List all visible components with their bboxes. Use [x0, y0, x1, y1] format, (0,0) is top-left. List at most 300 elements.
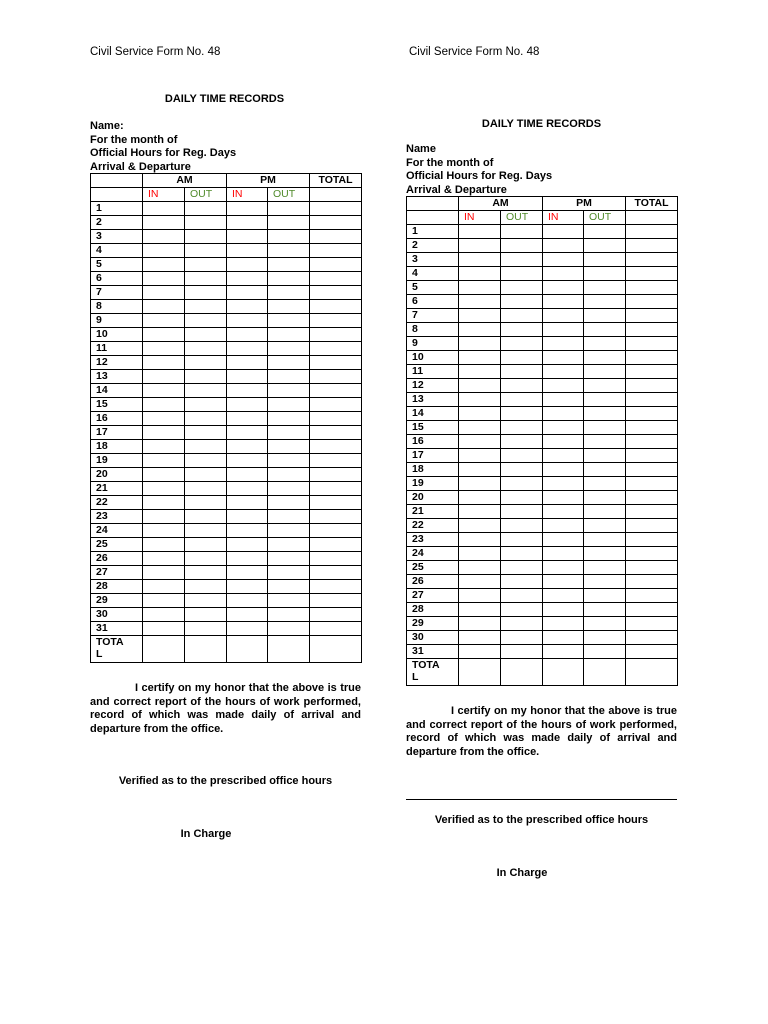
month-field[interactable]: For the month of — [90, 133, 178, 146]
am-out-cell[interactable] — [185, 426, 227, 440]
total-cell[interactable] — [626, 449, 678, 463]
pm-in-cell[interactable] — [543, 589, 584, 603]
pm-in-cell[interactable] — [227, 272, 268, 286]
total-cell[interactable] — [626, 617, 678, 631]
official-hours-field[interactable]: Official Hours for Reg. Days — [406, 170, 553, 183]
pm-out-cell[interactable] — [584, 351, 626, 365]
am-in-cell[interactable] — [143, 482, 185, 496]
am-in-cell[interactable] — [143, 328, 185, 342]
pm-in-cell[interactable] — [543, 631, 584, 645]
pm-out-cell[interactable] — [268, 286, 310, 300]
am-in-cell[interactable] — [143, 398, 185, 412]
am-out-cell[interactable] — [185, 286, 227, 300]
am-in-cell[interactable] — [459, 603, 501, 617]
total-cell[interactable] — [310, 300, 362, 314]
pm-in-cell[interactable] — [227, 552, 268, 566]
am-in-cell[interactable] — [459, 575, 501, 589]
total-cell[interactable] — [310, 328, 362, 342]
am-out-cell[interactable] — [185, 482, 227, 496]
pm-in-cell[interactable] — [543, 239, 584, 253]
pm-out-cell[interactable] — [584, 617, 626, 631]
total-cell[interactable] — [626, 547, 678, 561]
total-cell[interactable] — [310, 370, 362, 384]
total-cell[interactable] — [310, 286, 362, 300]
am-out-cell[interactable] — [185, 356, 227, 370]
pm-in-cell[interactable] — [543, 267, 584, 281]
am-out-cell[interactable] — [501, 491, 543, 505]
am-out-cell[interactable] — [185, 202, 227, 216]
am-in-cell[interactable] — [459, 477, 501, 491]
am-out-cell[interactable] — [501, 505, 543, 519]
am-in-cell[interactable] — [459, 463, 501, 477]
pm-out-cell[interactable] — [584, 393, 626, 407]
pm-in-cell[interactable] — [227, 496, 268, 510]
am-in-cell[interactable] — [459, 631, 501, 645]
total-cell[interactable] — [626, 393, 678, 407]
am-out-cell[interactable] — [185, 398, 227, 412]
total-cell[interactable] — [310, 272, 362, 286]
am-out-cell[interactable] — [185, 300, 227, 314]
am-in-cell[interactable] — [143, 244, 185, 258]
am-in-cell[interactable] — [143, 580, 185, 594]
pm-in-cell[interactable] — [543, 617, 584, 631]
pm-in-cell[interactable] — [543, 463, 584, 477]
am-out-cell[interactable] — [185, 230, 227, 244]
am-in-cell[interactable] — [143, 216, 185, 230]
total-cell[interactable] — [626, 239, 678, 253]
pm-in-cell[interactable] — [227, 314, 268, 328]
total-cell[interactable] — [626, 519, 678, 533]
pm-out-cell[interactable] — [584, 463, 626, 477]
am-out-cell[interactable] — [501, 645, 543, 659]
total-cell[interactable] — [310, 202, 362, 216]
am-in-cell[interactable] — [459, 225, 501, 239]
pm-in-cell[interactable] — [227, 286, 268, 300]
am-out-cell[interactable] — [185, 552, 227, 566]
am-in-cell[interactable] — [143, 454, 185, 468]
pm-in-cell[interactable] — [543, 407, 584, 421]
am-out-cell[interactable] — [185, 370, 227, 384]
pm-in-cell[interactable] — [227, 538, 268, 552]
am-in-cell[interactable] — [143, 384, 185, 398]
am-out-cell[interactable] — [501, 589, 543, 603]
pm-in-cell[interactable] — [227, 370, 268, 384]
am-out-cell[interactable] — [185, 454, 227, 468]
pm-out-cell[interactable] — [584, 253, 626, 267]
total-cell[interactable] — [310, 538, 362, 552]
pm-out-cell[interactable] — [268, 244, 310, 258]
total-cell[interactable] — [626, 225, 678, 239]
total-cell[interactable] — [626, 407, 678, 421]
pm-in-cell[interactable] — [227, 426, 268, 440]
am-in-cell[interactable] — [459, 393, 501, 407]
am-in-cell[interactable] — [459, 435, 501, 449]
am-in-cell[interactable] — [459, 253, 501, 267]
pm-out-cell[interactable] — [584, 421, 626, 435]
am-in-total[interactable] — [143, 636, 185, 663]
total-cell[interactable] — [626, 253, 678, 267]
am-out-cell[interactable] — [501, 253, 543, 267]
am-out-cell[interactable] — [501, 435, 543, 449]
pm-out-cell[interactable] — [584, 365, 626, 379]
am-out-cell[interactable] — [501, 393, 543, 407]
total-cell[interactable] — [626, 505, 678, 519]
am-in-cell[interactable] — [459, 617, 501, 631]
month-field[interactable]: For the month of — [406, 156, 494, 169]
pm-in-cell[interactable] — [543, 645, 584, 659]
total-cell[interactable] — [310, 440, 362, 454]
pm-out-cell[interactable] — [268, 454, 310, 468]
am-out-cell[interactable] — [185, 566, 227, 580]
pm-out-cell[interactable] — [268, 608, 310, 622]
pm-out-cell[interactable] — [268, 440, 310, 454]
am-out-cell[interactable] — [185, 538, 227, 552]
total-cell[interactable] — [626, 631, 678, 645]
pm-in-cell[interactable] — [227, 202, 268, 216]
am-out-cell[interactable] — [501, 239, 543, 253]
am-out-cell[interactable] — [185, 524, 227, 538]
am-out-cell[interactable] — [501, 365, 543, 379]
total-cell[interactable] — [310, 566, 362, 580]
am-out-cell[interactable] — [501, 379, 543, 393]
am-in-cell[interactable] — [143, 370, 185, 384]
am-out-cell[interactable] — [501, 225, 543, 239]
pm-in-cell[interactable] — [227, 356, 268, 370]
am-out-cell[interactable] — [185, 510, 227, 524]
pm-in-cell[interactable] — [227, 566, 268, 580]
total-cell[interactable] — [310, 384, 362, 398]
am-in-cell[interactable] — [143, 538, 185, 552]
pm-out-cell[interactable] — [584, 561, 626, 575]
total-cell[interactable] — [310, 580, 362, 594]
pm-out-cell[interactable] — [268, 468, 310, 482]
grand-total[interactable] — [310, 636, 362, 663]
total-cell[interactable] — [310, 482, 362, 496]
am-out-cell[interactable] — [185, 328, 227, 342]
pm-in-cell[interactable] — [227, 244, 268, 258]
total-cell[interactable] — [626, 281, 678, 295]
total-cell[interactable] — [310, 608, 362, 622]
am-in-cell[interactable] — [143, 622, 185, 636]
am-in-cell[interactable] — [143, 566, 185, 580]
pm-out-cell[interactable] — [584, 603, 626, 617]
am-in-cell[interactable] — [459, 421, 501, 435]
am-out-cell[interactable] — [501, 603, 543, 617]
pm-out-cell[interactable] — [584, 491, 626, 505]
pm-in-cell[interactable] — [543, 225, 584, 239]
am-in-cell[interactable] — [459, 407, 501, 421]
am-out-cell[interactable] — [501, 351, 543, 365]
pm-out-cell[interactable] — [584, 239, 626, 253]
pm-out-cell[interactable] — [268, 258, 310, 272]
pm-out-cell[interactable] — [584, 309, 626, 323]
pm-in-cell[interactable] — [227, 524, 268, 538]
pm-in-cell[interactable] — [227, 468, 268, 482]
am-in-cell[interactable] — [459, 505, 501, 519]
am-out-cell[interactable] — [185, 272, 227, 286]
am-in-cell[interactable] — [143, 496, 185, 510]
am-out-cell[interactable] — [185, 314, 227, 328]
pm-in-cell[interactable] — [543, 281, 584, 295]
total-cell[interactable] — [626, 533, 678, 547]
am-out-cell[interactable] — [185, 580, 227, 594]
pm-in-cell[interactable] — [227, 398, 268, 412]
am-in-cell[interactable] — [459, 295, 501, 309]
pm-out-cell[interactable] — [268, 202, 310, 216]
pm-in-cell[interactable] — [227, 454, 268, 468]
pm-out-cell[interactable] — [584, 477, 626, 491]
pm-out-total[interactable] — [584, 659, 626, 686]
total-cell[interactable] — [626, 351, 678, 365]
am-out-cell[interactable] — [501, 267, 543, 281]
name-field[interactable] — [90, 120, 236, 134]
am-out-cell[interactable] — [501, 575, 543, 589]
pm-in-cell[interactable] — [227, 594, 268, 608]
total-cell[interactable] — [626, 645, 678, 659]
pm-out-cell[interactable] — [584, 267, 626, 281]
pm-in-cell[interactable] — [227, 342, 268, 356]
am-in-cell[interactable] — [143, 510, 185, 524]
am-out-cell[interactable] — [185, 622, 227, 636]
total-cell[interactable] — [310, 468, 362, 482]
pm-in-cell[interactable] — [543, 337, 584, 351]
total-cell[interactable] — [310, 524, 362, 538]
pm-out-cell[interactable] — [584, 505, 626, 519]
total-cell[interactable] — [310, 496, 362, 510]
pm-out-cell[interactable] — [268, 314, 310, 328]
pm-in-cell[interactable] — [227, 608, 268, 622]
am-out-cell[interactable] — [501, 533, 543, 547]
total-cell[interactable] — [626, 309, 678, 323]
am-in-total[interactable] — [459, 659, 501, 686]
pm-in-cell[interactable] — [543, 295, 584, 309]
am-in-cell[interactable] — [459, 547, 501, 561]
total-cell[interactable] — [310, 314, 362, 328]
am-out-cell[interactable] — [501, 477, 543, 491]
total-cell[interactable] — [626, 589, 678, 603]
total-cell[interactable] — [310, 552, 362, 566]
am-in-cell[interactable] — [143, 594, 185, 608]
pm-out-cell[interactable] — [584, 631, 626, 645]
am-out-cell[interactable] — [501, 519, 543, 533]
pm-in-cell[interactable] — [227, 216, 268, 230]
total-cell[interactable] — [310, 412, 362, 426]
am-out-cell[interactable] — [185, 496, 227, 510]
total-cell[interactable] — [626, 603, 678, 617]
pm-out-cell[interactable] — [584, 645, 626, 659]
am-in-cell[interactable] — [459, 449, 501, 463]
am-in-cell[interactable] — [459, 491, 501, 505]
total-cell[interactable] — [626, 379, 678, 393]
total-cell[interactable] — [626, 477, 678, 491]
am-in-cell[interactable] — [143, 272, 185, 286]
pm-in-cell[interactable] — [227, 300, 268, 314]
pm-in-cell[interactable] — [543, 575, 584, 589]
am-out-cell[interactable] — [501, 407, 543, 421]
pm-in-cell[interactable] — [543, 379, 584, 393]
pm-out-cell[interactable] — [268, 622, 310, 636]
pm-in-cell[interactable] — [543, 421, 584, 435]
pm-in-cell[interactable] — [543, 449, 584, 463]
am-out-cell[interactable] — [185, 342, 227, 356]
pm-out-cell[interactable] — [268, 510, 310, 524]
am-out-cell[interactable] — [501, 631, 543, 645]
am-in-cell[interactable] — [459, 309, 501, 323]
am-in-cell[interactable] — [143, 552, 185, 566]
am-out-cell[interactable] — [501, 547, 543, 561]
pm-in-cell[interactable] — [543, 351, 584, 365]
total-cell[interactable] — [310, 356, 362, 370]
pm-out-cell[interactable] — [268, 566, 310, 580]
am-in-cell[interactable] — [459, 589, 501, 603]
am-in-cell[interactable] — [143, 608, 185, 622]
pm-out-cell[interactable] — [584, 519, 626, 533]
am-out-cell[interactable] — [501, 323, 543, 337]
am-out-cell[interactable] — [501, 337, 543, 351]
am-out-cell[interactable] — [185, 440, 227, 454]
total-cell[interactable] — [626, 337, 678, 351]
am-out-cell[interactable] — [501, 281, 543, 295]
am-out-cell[interactable] — [185, 258, 227, 272]
pm-in-cell[interactable] — [227, 230, 268, 244]
total-cell[interactable] — [626, 435, 678, 449]
am-in-cell[interactable] — [459, 281, 501, 295]
total-cell[interactable] — [310, 594, 362, 608]
am-in-cell[interactable] — [143, 202, 185, 216]
am-out-cell[interactable] — [185, 594, 227, 608]
am-in-cell[interactable] — [143, 356, 185, 370]
pm-out-cell[interactable] — [584, 435, 626, 449]
am-in-cell[interactable] — [459, 323, 501, 337]
pm-out-cell[interactable] — [584, 589, 626, 603]
am-in-cell[interactable] — [459, 239, 501, 253]
pm-out-cell[interactable] — [584, 547, 626, 561]
pm-in-total[interactable] — [227, 636, 268, 663]
pm-in-cell[interactable] — [227, 622, 268, 636]
total-cell[interactable] — [310, 216, 362, 230]
am-out-cell[interactable] — [185, 244, 227, 258]
am-in-cell[interactable] — [459, 533, 501, 547]
pm-in-cell[interactable] — [543, 393, 584, 407]
am-out-cell[interactable] — [501, 463, 543, 477]
pm-out-cell[interactable] — [584, 449, 626, 463]
pm-in-cell[interactable] — [543, 309, 584, 323]
total-cell[interactable] — [626, 323, 678, 337]
pm-out-cell[interactable] — [268, 412, 310, 426]
pm-out-cell[interactable] — [268, 370, 310, 384]
pm-out-cell[interactable] — [584, 575, 626, 589]
pm-out-cell[interactable] — [268, 524, 310, 538]
pm-in-cell[interactable] — [543, 491, 584, 505]
pm-in-cell[interactable] — [543, 435, 584, 449]
pm-out-cell[interactable] — [584, 533, 626, 547]
pm-out-cell[interactable] — [268, 552, 310, 566]
pm-in-cell[interactable] — [227, 258, 268, 272]
pm-out-cell[interactable] — [584, 337, 626, 351]
am-out-cell[interactable] — [501, 561, 543, 575]
total-cell[interactable] — [626, 365, 678, 379]
pm-out-cell[interactable] — [268, 580, 310, 594]
am-in-cell[interactable] — [143, 230, 185, 244]
pm-out-cell[interactable] — [268, 300, 310, 314]
pm-in-cell[interactable] — [543, 533, 584, 547]
name-field[interactable] — [406, 143, 552, 157]
total-cell[interactable] — [310, 230, 362, 244]
pm-in-cell[interactable] — [227, 384, 268, 398]
total-cell[interactable] — [626, 561, 678, 575]
pm-out-cell[interactable] — [584, 281, 626, 295]
pm-in-cell[interactable] — [543, 547, 584, 561]
pm-in-cell[interactable] — [227, 482, 268, 496]
pm-in-total[interactable] — [543, 659, 584, 686]
total-cell[interactable] — [310, 426, 362, 440]
am-out-total[interactable] — [185, 636, 227, 663]
pm-out-cell[interactable] — [268, 342, 310, 356]
total-cell[interactable] — [310, 258, 362, 272]
am-out-cell[interactable] — [185, 412, 227, 426]
pm-in-cell[interactable] — [227, 580, 268, 594]
official-hours-field[interactable]: Official Hours for Reg. Days — [90, 147, 237, 160]
pm-out-cell[interactable] — [268, 356, 310, 370]
am-in-cell[interactable] — [459, 519, 501, 533]
grand-total[interactable] — [626, 659, 678, 686]
am-out-cell[interactable] — [185, 216, 227, 230]
pm-in-cell[interactable] — [227, 440, 268, 454]
am-out-cell[interactable] — [501, 309, 543, 323]
total-cell[interactable] — [626, 421, 678, 435]
pm-in-cell[interactable] — [227, 510, 268, 524]
pm-out-cell[interactable] — [268, 272, 310, 286]
am-in-cell[interactable] — [143, 258, 185, 272]
total-cell[interactable] — [626, 575, 678, 589]
pm-in-cell[interactable] — [227, 412, 268, 426]
pm-out-cell[interactable] — [268, 538, 310, 552]
total-cell[interactable] — [626, 463, 678, 477]
total-cell[interactable] — [310, 342, 362, 356]
am-in-cell[interactable] — [143, 314, 185, 328]
am-in-cell[interactable] — [143, 412, 185, 426]
pm-out-cell[interactable] — [268, 426, 310, 440]
pm-out-cell[interactable] — [268, 482, 310, 496]
am-in-cell[interactable] — [459, 645, 501, 659]
am-out-total[interactable] — [501, 659, 543, 686]
pm-out-cell[interactable] — [584, 379, 626, 393]
pm-in-cell[interactable] — [543, 603, 584, 617]
am-out-cell[interactable] — [185, 384, 227, 398]
total-cell[interactable] — [310, 454, 362, 468]
total-cell[interactable] — [310, 244, 362, 258]
am-in-cell[interactable] — [459, 379, 501, 393]
am-in-cell[interactable] — [143, 440, 185, 454]
pm-out-cell[interactable] — [268, 230, 310, 244]
signature-line[interactable] — [406, 799, 677, 800]
am-in-cell[interactable] — [459, 365, 501, 379]
am-in-cell[interactable] — [459, 337, 501, 351]
am-in-cell[interactable] — [143, 342, 185, 356]
pm-in-cell[interactable] — [543, 561, 584, 575]
am-out-cell[interactable] — [501, 421, 543, 435]
am-in-cell[interactable] — [459, 267, 501, 281]
am-out-cell[interactable] — [501, 295, 543, 309]
pm-out-cell[interactable] — [584, 225, 626, 239]
pm-in-cell[interactable] — [543, 477, 584, 491]
pm-out-cell[interactable] — [268, 496, 310, 510]
total-cell[interactable] — [310, 398, 362, 412]
total-cell[interactable] — [626, 491, 678, 505]
pm-out-cell[interactable] — [584, 323, 626, 337]
pm-in-cell[interactable] — [543, 519, 584, 533]
am-out-cell[interactable] — [501, 449, 543, 463]
